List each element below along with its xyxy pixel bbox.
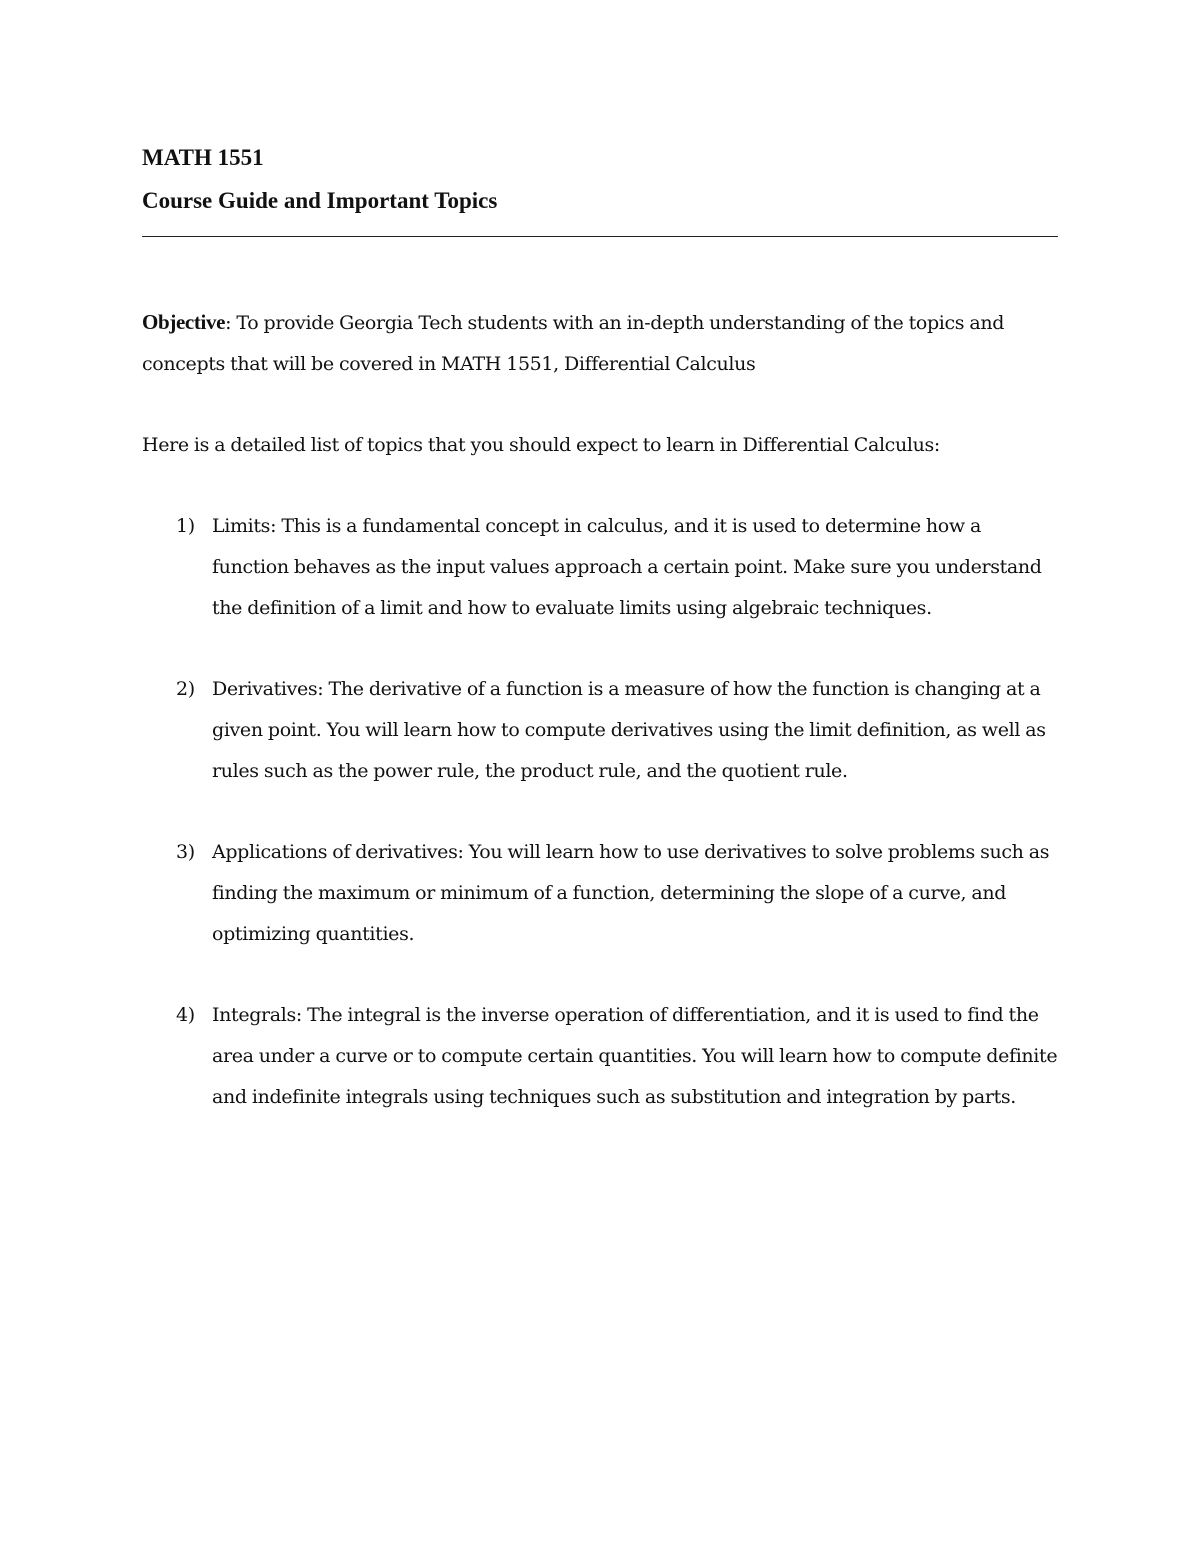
topic-text: Limits: This is a fundamental concept in calculus, and it is used to determine how a function behaves as the input values approach a certain point. Make sure you understand the definition of a limit and how to evaluate limits using algebraic techniques. <box>212 515 1042 619</box>
document-title: MATH 1551 <box>142 145 264 170</box>
topic-number: 1) <box>176 515 195 537</box>
topic-number: 2) <box>176 678 195 700</box>
intro-paragraph: Here is a detailed list of topics that you should expect to learn in Differential Calculus: <box>142 434 940 456</box>
topic-item-derivatives <box>142 669 1058 792</box>
topic-number: 3) <box>176 841 195 863</box>
topic-item-integrals <box>142 995 1058 1118</box>
objective-label: Objective <box>142 310 226 334</box>
topic-text: Integrals: The integral is the inverse operation of differentiation, and it is used to find the area under a curve or to compute certain quantities. You will learn how to compute definite and indefinite integrals using techniques such as substitution and integration by parts. <box>212 1004 1058 1108</box>
topic-item-applications <box>142 832 1058 955</box>
topic-list <box>142 506 1058 1118</box>
document-subtitle: Course Guide and Important Topics <box>142 188 498 213</box>
document-page <box>142 140 1058 1158</box>
objective-paragraph <box>142 302 1058 385</box>
horizontal-rule <box>142 236 1058 237</box>
topic-item-limits <box>142 506 1058 629</box>
topic-number: 4) <box>176 1004 195 1026</box>
topic-text: Applications of derivatives: You will learn how to use derivatives to solve problems such as finding the maximum or minimum of a function, determining the slope of a curve, and optimizing quantities. <box>212 841 1050 945</box>
topic-text: Derivatives: The derivative of a function is a measure of how the function is changing at a given point. You will learn how to compute derivatives using the limit definition, as well as rules such as the power rule, the product rule, and the quotient rule. <box>212 678 1046 782</box>
objective-text: : To provide Georgia Tech students with an in-depth understanding of the topics and concepts that will be covered in MATH 1551, Differential Calculus <box>142 312 1005 375</box>
